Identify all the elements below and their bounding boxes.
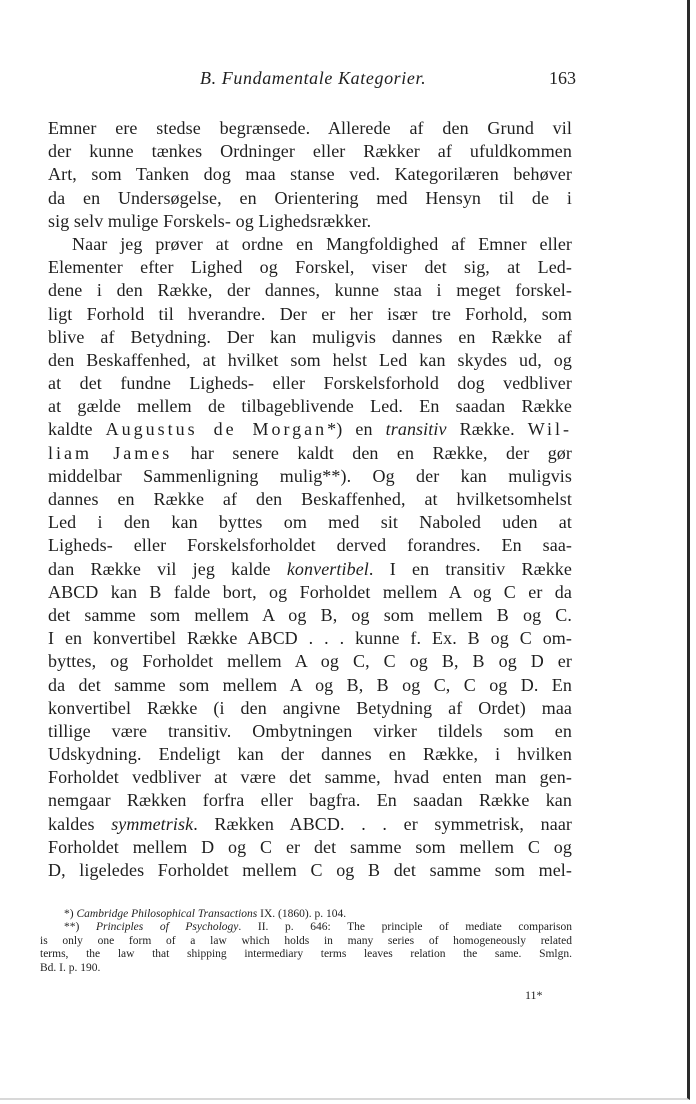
text-segment: nemgaar Rækken forfra eller bagfra. En saadan Række kan bbox=[48, 790, 572, 811]
footnote-line bbox=[40, 948, 572, 961]
text-line bbox=[48, 303, 572, 326]
footnote-line bbox=[40, 921, 572, 934]
italic-term: konvertibel bbox=[286, 558, 369, 579]
text-segment: den Beskaffenhed, at hvilket som helst Led kan skydes ud, og bbox=[48, 349, 572, 370]
footnote-text: Bd. I. p. 190. bbox=[40, 961, 101, 974]
text-line bbox=[48, 743, 572, 766]
text-segment: konvertibel Række (i den angivne Betydning af Ordet) maa bbox=[48, 697, 572, 718]
footnote-line bbox=[40, 908, 572, 921]
text-line bbox=[48, 233, 572, 256]
text-segment: at gælde mellem de tilbageblivende Led. En saadan Række bbox=[48, 396, 572, 417]
text-segment: middelbar Sammenligning mulig**). Og der kan muligvis bbox=[48, 465, 572, 486]
text-segment: tillige være transitiv. Ombytningen virker tildels som en bbox=[48, 720, 572, 741]
text-line bbox=[48, 256, 572, 279]
text-segment: Elementer efter Lighed og Forskel, viser det sig, at Led- bbox=[48, 257, 572, 278]
spaced-name: Wil- bbox=[527, 419, 572, 440]
page-header bbox=[48, 68, 576, 94]
text-line bbox=[48, 163, 572, 186]
text-segment: kaldte bbox=[48, 419, 106, 440]
italic-term: symmetrisk bbox=[111, 813, 194, 834]
text-line bbox=[48, 326, 572, 349]
text-line bbox=[48, 279, 572, 302]
text-segment: blive af Betydning. Der kan muligvis dannes en Række af bbox=[48, 326, 572, 347]
running-head: B. Fundamentale Kategorier. bbox=[200, 68, 427, 88]
footnotes bbox=[40, 908, 572, 975]
text-line bbox=[48, 789, 572, 812]
footnote-text: terms, the law that shipping intermediary terms leaves relation the same. Smlgn. bbox=[40, 948, 572, 961]
text-segment: da det samme som mellem A og B, B og C, C og D. En bbox=[48, 674, 572, 695]
text-line bbox=[48, 604, 572, 627]
text-line bbox=[48, 418, 572, 441]
text-segment: Forholdet mellem D og C er det samme som mellem C og bbox=[48, 836, 572, 857]
text-line bbox=[48, 534, 572, 557]
text-line bbox=[48, 558, 572, 581]
text-segment: har senere kaldt den en Række, der gør bbox=[172, 442, 572, 463]
text-line bbox=[48, 372, 572, 395]
text-segment: ABCD kan B falde bort, og Forholdet mellem A og C er da bbox=[48, 581, 572, 602]
text-line bbox=[48, 395, 572, 418]
text-segment: Naar jeg prøver at ordne en Mangfoldighed af Emner eller bbox=[72, 233, 572, 254]
text-segment: Udskydning. Endeligt kan der dannes en Række, i hvilken bbox=[48, 744, 572, 765]
text-line bbox=[48, 117, 572, 140]
text-segment: . I en transitiv Række bbox=[368, 558, 572, 579]
text-segment: kaldes bbox=[48, 813, 112, 834]
text-segment: Række. bbox=[446, 419, 528, 440]
footnote-text: . II. p. 646: The principle of mediate comparison bbox=[238, 921, 572, 934]
text-line bbox=[48, 465, 572, 488]
text-line bbox=[48, 813, 572, 836]
text-segment: Led i den kan byttes om med sit Naboled uden at bbox=[48, 512, 572, 533]
footnote-line bbox=[40, 935, 572, 948]
spaced-name: liam James bbox=[48, 442, 173, 463]
text-segment: der kunne tænkes Ordninger eller Rækker af ufuldkommen bbox=[48, 141, 572, 162]
footnote-text: IX. (1860). p. 104. bbox=[257, 908, 347, 920]
text-segment: dan Række vil jeg kalde bbox=[48, 558, 287, 579]
text-segment: Forholdet vedbliver at være det samme, hvad enten man gen- bbox=[48, 767, 572, 788]
text-line bbox=[48, 581, 572, 604]
footnote-text: *) bbox=[64, 908, 77, 920]
text-line bbox=[48, 836, 572, 859]
text-line bbox=[48, 349, 572, 372]
text-segment: . Rækken ABCD. . . er symmetrisk, naar bbox=[193, 813, 572, 834]
printer-signature: 11* bbox=[525, 988, 543, 1002]
text-segment: det samme som mellem A og B, og som mellem B og C. bbox=[48, 604, 572, 625]
text-segment: da en Undersøgelse, en Orientering med Hensyn til de i bbox=[48, 187, 572, 208]
text-segment: byttes, og Forholdet mellem A og C, C og B, B og D er bbox=[48, 651, 572, 672]
text-line bbox=[48, 674, 572, 697]
text-line bbox=[48, 442, 572, 465]
text-segment: at det fundne Ligheds- eller Forskelsforhold dog vedbliver bbox=[48, 373, 572, 394]
footnote-text: is only one form of a law which holds in many series of homogeneously related bbox=[40, 934, 572, 947]
text-line bbox=[48, 140, 572, 163]
text-segment: *) en bbox=[327, 419, 386, 440]
text-segment: Emner ere stedse begrænsede. Allerede af den Grund vil bbox=[48, 118, 572, 138]
body-text bbox=[48, 117, 572, 882]
footnote-title: Cambridge Philosophical Transactions bbox=[76, 908, 258, 920]
spaced-name: Augustus de Morgan bbox=[105, 419, 328, 440]
text-line bbox=[48, 859, 572, 882]
text-segment: Ligheds- eller Forskelsforholdet derved forandres. En saa- bbox=[48, 535, 572, 556]
text-line bbox=[48, 210, 572, 233]
text-line bbox=[48, 488, 572, 511]
text-segment: dannes en Række af den Beskaffenhed, at hvilketsomhelst bbox=[48, 489, 572, 509]
text-segment: Art, som Tanken dog maa stanse ved. Kategorilæren behøver bbox=[48, 164, 572, 185]
italic-term: transitiv bbox=[385, 419, 447, 440]
text-line bbox=[48, 766, 572, 789]
text-segment: D, ligeledes Forholdet mellem C og B det samme som mel- bbox=[48, 860, 572, 880]
text-segment: dene i den Række, der dannes, kunne staa i meget forskel- bbox=[48, 280, 572, 301]
footnote-line bbox=[40, 962, 572, 975]
text-segment: I en konvertibel Række ABCD . . . kunne f. Ex. B og C om- bbox=[48, 628, 572, 649]
text-line bbox=[48, 187, 572, 210]
text-line bbox=[48, 627, 572, 650]
page-number: 163 bbox=[549, 68, 576, 88]
footnote-text: **) bbox=[64, 921, 96, 934]
text-line bbox=[48, 720, 572, 743]
text-segment: ligt Forhold til hverandre. Der er her især tre Forhold, som bbox=[48, 303, 572, 324]
text-segment: sig selv mulige Forskels- og Lighedsrækker. bbox=[48, 210, 372, 231]
text-line bbox=[48, 650, 572, 673]
text-line bbox=[48, 511, 572, 534]
footnote-title: Principles of Psychology bbox=[95, 921, 239, 934]
text-line bbox=[48, 697, 572, 720]
